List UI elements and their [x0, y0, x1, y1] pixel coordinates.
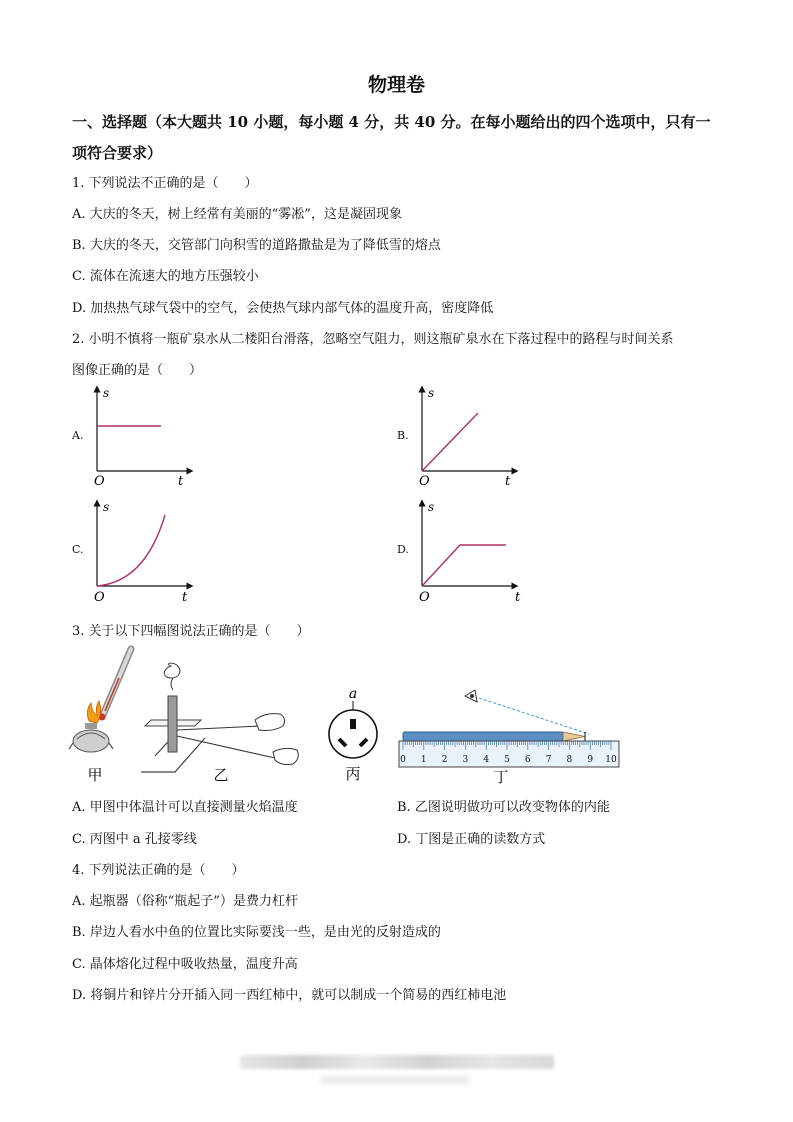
q3-figure-ding: [393, 688, 625, 784]
q3-figure-bing: [322, 684, 388, 784]
hand-icon: [255, 714, 298, 765]
y-axis-label: s: [428, 386, 435, 400]
ruler-number: 1: [420, 755, 427, 765]
socket-icon: [329, 710, 377, 758]
q2-graph-d-label: D.: [397, 543, 409, 556]
ruler-number: 6: [524, 755, 531, 765]
ruler-number: 8: [566, 755, 573, 765]
y-axis-label: s: [428, 500, 435, 514]
figure-label: 丙: [345, 765, 361, 783]
curve-rise-then-flat: [422, 545, 506, 586]
pencil-tip: [563, 732, 585, 741]
x-axis-label: t: [515, 590, 521, 605]
x-axis-label: t: [182, 590, 188, 605]
ruler-number: 4: [483, 755, 490, 765]
q1-option-b: B. 大庆的冬天，交管部门向积雪的道路撒盐是为了降低雪的熔点: [72, 238, 441, 253]
figure-label: 丁: [493, 768, 509, 784]
thermometer-icon: [99, 649, 132, 721]
q3-option-b: B. 乙图说明做功可以改变物体的内能: [397, 800, 610, 815]
q1-stem: 1. 下列说法不正确的是（ ）: [72, 176, 258, 191]
q2-graph-a-label: A.: [72, 429, 84, 442]
q2-graph-c-label: C.: [72, 543, 84, 556]
footer-watermark: [240, 1055, 554, 1069]
footer-watermark-secondary: [320, 1076, 470, 1084]
origin-label: O: [94, 590, 105, 605]
curve-linear: [422, 413, 478, 471]
origin-label: O: [419, 474, 430, 489]
q1-option-a: A. 大庆的冬天，树上经常有美丽的“雾凇”，这是凝固现象: [72, 207, 402, 222]
eye-icon: [465, 690, 477, 702]
x-axis-label: t: [178, 474, 184, 489]
q2-stem-line1: 2. 小明不慎将一瓶矿泉水从二楼阳台滑落，忽略空气阻力，则这瓶矿泉水在下落过程中的路程与时间关系: [72, 332, 674, 347]
ruler-number: 3: [462, 755, 469, 765]
ruler-number: 10: [605, 755, 617, 765]
ruler-number: 5: [504, 755, 510, 765]
page-title: 物理卷: [367, 74, 425, 96]
q2-graph-a: [85, 383, 200, 491]
q1-option-c: C. 流体在流速大的地方压强较小: [72, 269, 259, 284]
q4-option-d: D. 将铜片和锌片分开插入同一西红柿中，就可以制成一个简易的西红柿电池: [72, 988, 507, 1003]
origin-label: O: [419, 590, 430, 605]
q4-option-c: C. 晶体熔化过程中吸收热量，温度升高: [72, 957, 298, 972]
figure-label: 乙: [213, 766, 229, 783]
q1-option-d: D. 加热热气球气袋中的空气，会使热气球内部气体的温度升高，密度降低: [72, 301, 494, 316]
ruler-number: 9: [587, 755, 594, 765]
q2-graph-b: [410, 383, 525, 491]
q3-option-a: A. 甲图中体温计可以直接测量火焰温度: [72, 800, 298, 815]
q2-stem-line2: 图像正确的是（ ）: [72, 363, 203, 378]
q2-graph-d: [410, 497, 525, 607]
metal-tube: [168, 696, 177, 752]
q4-option-a: A. 起瓶器（俗称“瓶起子”）是费力杠杆: [72, 894, 298, 909]
q2-graph-c: [85, 497, 200, 607]
pencil-body: [403, 732, 563, 741]
ruler-number: 2: [441, 755, 448, 765]
q3-option-c: C. 丙图中 a 孔接零线: [72, 832, 197, 847]
q3-figure-jia: [65, 643, 145, 783]
q3-stem: 3. 关于以下四幅图说法正确的是（ ）: [72, 624, 310, 639]
q3-option-d: D. 丁图是正确的读数方式: [397, 832, 546, 847]
sight-line: [479, 698, 589, 734]
q4-stem: 4. 下列说法正确的是（ ）: [72, 863, 245, 878]
ruler-number: 7: [545, 755, 552, 765]
socket-hole-a: [350, 719, 356, 729]
origin-label: O: [94, 474, 105, 489]
smoke-icon: [164, 663, 180, 690]
socket-label-a: a: [348, 686, 358, 702]
q3-figure-yi: [135, 660, 310, 783]
q4-option-b: B. 岸边人看水中鱼的位置比实际要浅一些，是由光的反射造成的: [72, 925, 441, 940]
y-axis-label: s: [103, 500, 110, 514]
y-axis-label: s: [103, 386, 110, 400]
q2-graph-b-label: B.: [397, 429, 409, 442]
section-heading: 一、选择题（本大题共 10 小题，每小题 4 分，共 40 分。在每小题给出的四个选项中，只有一项符合要求）: [72, 113, 711, 162]
ruler-number: 0: [400, 755, 406, 765]
figure-label: 甲: [87, 766, 103, 783]
curve-parabola: [97, 515, 165, 586]
x-axis-label: t: [505, 474, 511, 489]
